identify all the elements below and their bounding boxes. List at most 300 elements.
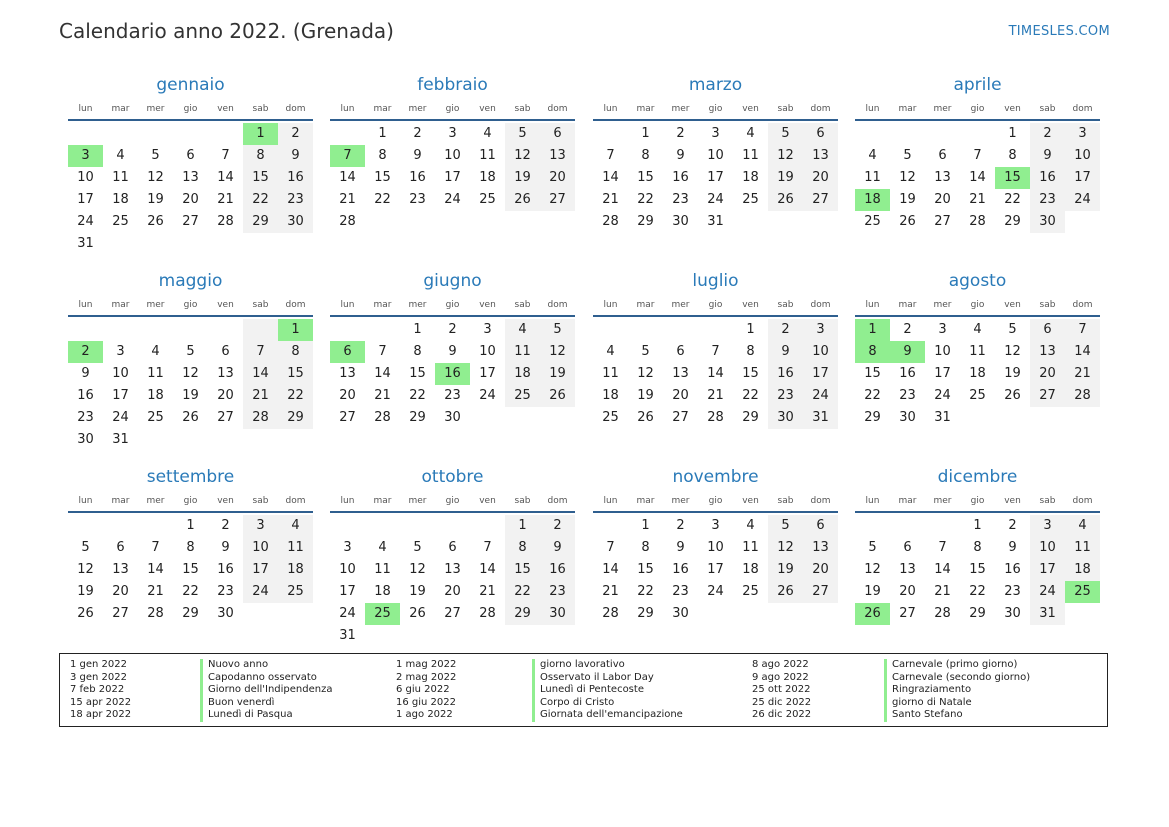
weekday-label: ven [479, 300, 496, 310]
day-cell: 21 [479, 584, 496, 599]
day-cell: 20 [217, 388, 234, 403]
weekday-label: mar [636, 496, 655, 506]
day-cell: 13 [182, 170, 199, 185]
empty-cell [540, 407, 575, 429]
day-cell: 12 [1004, 344, 1021, 359]
day-cell: 27 [934, 214, 951, 229]
day-cell: 6 [540, 123, 575, 145]
day-cell: 3 [448, 126, 457, 141]
day-cell: 24 [934, 388, 951, 403]
day-cell: 17 [707, 170, 724, 185]
site-link[interactable]: TIMESLES.COM [1008, 24, 1110, 39]
day-cell: 16 [768, 363, 803, 385]
legend-date: 3 gen 2022 [70, 671, 128, 683]
day-cell: 26 [409, 606, 426, 621]
day-cell: 8 [505, 537, 540, 559]
legend-date: 16 giu 2022 [396, 696, 456, 708]
empty-cell [505, 407, 540, 429]
day-cell: 23 [1030, 189, 1065, 211]
weekday-label: dom [1072, 496, 1093, 506]
day-cell: 31 [77, 236, 94, 251]
day-cell: 13 [803, 537, 838, 559]
holiday-day-cell: 2 [68, 341, 103, 363]
day-cell: 10 [77, 170, 94, 185]
empty-cell [593, 319, 628, 341]
weekday-label: mer [933, 300, 952, 310]
weekday-label: mer [408, 496, 427, 506]
day-cell: 18 [742, 170, 759, 185]
month-agosto [855, 270, 1100, 429]
day-cell: 29 [243, 211, 278, 233]
legend-date: 8 ago 2022 [752, 659, 809, 670]
day-cell: 27 [803, 189, 838, 211]
legend-holiday-name: Capodanno osservato [200, 672, 333, 685]
day-cell: 11 [1065, 537, 1100, 559]
day-cell: 24 [707, 192, 724, 207]
weekday-label: dom [810, 104, 831, 114]
day-cell: 4 [746, 126, 755, 141]
legend-holiday-name: Giornata dell'emancipazione [532, 709, 683, 722]
day-cell: 24 [77, 214, 94, 229]
day-cell: 6 [1030, 319, 1065, 341]
day-cell: 8 [413, 344, 422, 359]
day-cell: 19 [77, 584, 94, 599]
day-cell: 28 [602, 214, 619, 229]
day-cell: 20 [803, 559, 838, 581]
day-cell: 1 [413, 322, 422, 337]
legend-names [532, 659, 683, 722]
weekday-label: mar [636, 104, 655, 114]
day-cell: 13 [899, 562, 916, 577]
day-cell: 24 [339, 606, 356, 621]
day-cell: 15 [409, 366, 426, 381]
day-cell: 2 [221, 518, 230, 533]
day-cell: 2 [768, 319, 803, 341]
day-cell: 23 [672, 584, 689, 599]
empty-cell [138, 233, 173, 255]
weekday-label: dom [285, 300, 306, 310]
legend-date: 7 feb 2022 [70, 684, 125, 695]
day-cell: 23 [444, 388, 461, 403]
day-cell: 8 [973, 540, 982, 555]
weekday-label: mer [408, 300, 427, 310]
weekday-label: mar [111, 300, 130, 310]
day-cell: 24 [112, 410, 129, 425]
day-cell: 14 [602, 170, 619, 185]
day-cell: 6 [116, 540, 125, 555]
day-cell: 30 [1030, 211, 1065, 233]
day-cell: 16 [540, 559, 575, 581]
day-cell: 30 [444, 410, 461, 425]
day-grid [855, 515, 1100, 625]
month-name: aprile [953, 75, 1002, 95]
empty-cell [540, 625, 575, 647]
day-cell: 20 [112, 584, 129, 599]
day-cell: 4 [973, 322, 982, 337]
day-cell: 21 [1065, 363, 1100, 385]
day-cell: 4 [278, 515, 313, 537]
day-cell: 11 [374, 562, 391, 577]
day-cell: 15 [278, 363, 313, 385]
holiday-legend [59, 653, 1108, 727]
weekday-label: ven [217, 104, 234, 114]
day-cell: 6 [803, 515, 838, 537]
weekday-label: lun [340, 300, 355, 310]
day-cell: 9 [278, 145, 313, 167]
day-cell: 16 [77, 388, 94, 403]
day-cell: 11 [602, 366, 619, 381]
day-cell: 25 [147, 410, 164, 425]
day-cell: 29 [742, 410, 759, 425]
day-cell: 5 [540, 319, 575, 341]
day-cell: 5 [151, 148, 160, 163]
day-cell: 14 [147, 562, 164, 577]
weekday-header [330, 494, 575, 513]
month-febbraio [330, 74, 575, 233]
day-cell: 3 [711, 126, 720, 141]
day-cell: 25 [505, 385, 540, 407]
empty-cell [278, 429, 313, 451]
day-cell: 20 [899, 584, 916, 599]
day-cell: 6 [676, 344, 685, 359]
day-cell: 27 [540, 189, 575, 211]
weekday-label: dom [547, 300, 568, 310]
empty-cell [1065, 603, 1100, 625]
day-cell: 9 [540, 537, 575, 559]
day-cell: 11 [479, 148, 496, 163]
page-title: Calendario anno 2022. (Grenada) [59, 19, 394, 43]
day-cell: 14 [374, 366, 391, 381]
day-cell: 10 [707, 148, 724, 163]
day-cell: 23 [540, 581, 575, 603]
day-cell: 7 [711, 344, 720, 359]
day-cell: 10 [339, 562, 356, 577]
empty-cell [505, 211, 540, 233]
day-cell: 27 [803, 581, 838, 603]
day-cell: 3 [243, 515, 278, 537]
day-cell: 25 [479, 192, 496, 207]
empty-cell [173, 429, 208, 451]
empty-cell [470, 211, 505, 233]
day-cell: 16 [899, 366, 916, 381]
legend-holiday-name: Buon venerdì [200, 697, 333, 710]
day-cell: 2 [448, 322, 457, 337]
empty-cell [68, 123, 103, 145]
empty-cell [365, 319, 400, 341]
day-cell: 10 [934, 344, 951, 359]
day-cell: 29 [278, 407, 313, 429]
day-cell: 5 [186, 344, 195, 359]
legend-date: 1 mag 2022 [396, 659, 457, 670]
empty-cell [208, 123, 243, 145]
empty-cell [435, 515, 470, 537]
empty-cell [768, 603, 803, 625]
day-cell: 28 [339, 214, 356, 229]
day-cell: 10 [803, 341, 838, 363]
day-cell: 24 [243, 581, 278, 603]
legend-date: 1 gen 2022 [70, 659, 128, 670]
day-cell: 18 [1065, 559, 1100, 581]
empty-cell [365, 211, 400, 233]
day-cell: 8 [746, 344, 755, 359]
day-cell: 21 [147, 584, 164, 599]
day-cell: 21 [707, 388, 724, 403]
day-cell: 9 [1030, 145, 1065, 167]
day-cell: 14 [934, 562, 951, 577]
day-cell: 15 [505, 559, 540, 581]
weekday-label: mer [671, 496, 690, 506]
weekday-label: gio [708, 496, 723, 506]
day-cell: 27 [444, 606, 461, 621]
weekday-label: ven [742, 104, 759, 114]
day-cell: 18 [147, 388, 164, 403]
month-name: agosto [948, 271, 1007, 291]
legend-holiday-name: Carnevale (secondo giorno) [884, 672, 1030, 685]
weekday-label: gio [183, 104, 198, 114]
day-cell: 20 [672, 388, 689, 403]
day-cell: 7 [483, 540, 492, 555]
legend-holiday-name: Giorno dell'Indipendenza [200, 684, 333, 697]
day-cell: 18 [278, 559, 313, 581]
day-cell: 25 [969, 388, 986, 403]
legend-date: 18 apr 2022 [70, 709, 132, 720]
weekday-header [330, 102, 575, 121]
day-cell: 5 [868, 540, 877, 555]
day-cell: 12 [864, 562, 881, 577]
day-cell: 18 [742, 562, 759, 577]
day-cell: 15 [374, 170, 391, 185]
day-cell: 2 [903, 322, 912, 337]
day-cell: 4 [116, 148, 125, 163]
day-cell: 14 [243, 363, 278, 385]
day-cell: 9 [221, 540, 230, 555]
day-cell: 7 [606, 148, 615, 163]
empty-cell [1065, 211, 1100, 233]
day-grid [855, 319, 1100, 429]
day-cell: 22 [374, 192, 391, 207]
legend-dates [396, 659, 456, 722]
legend-date: 2 mag 2022 [396, 671, 457, 683]
month-giugno [330, 270, 575, 429]
day-cell: 2 [676, 518, 685, 533]
empty-cell [400, 515, 435, 537]
day-cell: 9 [768, 341, 803, 363]
day-cell: 20 [934, 192, 951, 207]
day-cell: 3 [711, 518, 720, 533]
day-cell: 8 [186, 540, 195, 555]
day-cell: 10 [444, 148, 461, 163]
legend-holiday-name: Ringraziamento [884, 684, 1030, 697]
day-grid [68, 515, 313, 625]
month-dicembre [855, 466, 1100, 625]
day-cell: 24 [444, 192, 461, 207]
day-cell: 11 [742, 148, 759, 163]
empty-cell [173, 319, 208, 341]
legend-dates [752, 659, 811, 722]
day-cell: 26 [182, 410, 199, 425]
day-cell: 7 [151, 540, 160, 555]
weekday-label: gio [708, 104, 723, 114]
day-cell: 3 [1030, 515, 1065, 537]
day-cell: 19 [768, 559, 803, 581]
day-cell: 17 [112, 388, 129, 403]
day-cell: 13 [672, 366, 689, 381]
day-cell: 12 [505, 145, 540, 167]
day-cell: 2 [413, 126, 422, 141]
month-gennaio [68, 74, 313, 255]
day-cell: 18 [969, 366, 986, 381]
weekday-header [68, 102, 313, 121]
day-cell: 31 [934, 410, 951, 425]
weekday-label: mar [898, 104, 917, 114]
empty-cell [208, 233, 243, 255]
day-cell: 27 [217, 410, 234, 425]
day-cell: 28 [479, 606, 496, 621]
weekday-label: gio [183, 496, 198, 506]
day-cell: 7 [243, 341, 278, 363]
day-cell: 9 [448, 344, 457, 359]
day-cell: 1 [378, 126, 387, 141]
day-cell: 8 [641, 540, 650, 555]
empty-cell [138, 319, 173, 341]
day-cell: 5 [413, 540, 422, 555]
month-name: dicembre [937, 467, 1018, 487]
day-cell: 28 [243, 407, 278, 429]
day-cell: 4 [1065, 515, 1100, 537]
weekday-label: lun [865, 300, 880, 310]
day-grid [855, 123, 1100, 233]
weekday-label: ven [1004, 496, 1021, 506]
day-cell: 24 [707, 584, 724, 599]
weekday-header [855, 298, 1100, 317]
holiday-day-cell: 25 [365, 603, 400, 625]
empty-cell [103, 123, 138, 145]
day-cell: 6 [938, 148, 947, 163]
empty-cell [663, 319, 698, 341]
weekday-label: ven [1004, 104, 1021, 114]
day-cell: 10 [707, 540, 724, 555]
day-grid [330, 123, 575, 233]
legend-date: 25 ott 2022 [752, 684, 811, 695]
day-cell: 31 [112, 432, 129, 447]
weekday-label: lun [340, 104, 355, 114]
empty-cell [278, 603, 313, 625]
day-cell: 25 [278, 581, 313, 603]
day-cell: 12 [899, 170, 916, 185]
day-cell: 19 [768, 167, 803, 189]
day-cell: 26 [77, 606, 94, 621]
day-cell: 8 [1008, 148, 1017, 163]
day-grid [330, 319, 575, 429]
day-cell: 15 [182, 562, 199, 577]
weekday-label: sab [777, 496, 794, 506]
weekday-label: mar [373, 300, 392, 310]
weekday-label: lun [603, 104, 618, 114]
weekday-label: ven [217, 300, 234, 310]
day-cell: 20 [803, 167, 838, 189]
weekday-label: gio [445, 300, 460, 310]
empty-cell [330, 123, 365, 145]
empty-cell [243, 319, 278, 341]
day-cell: 27 [672, 410, 689, 425]
day-cell: 25 [864, 214, 881, 229]
holiday-day-cell: 7 [330, 145, 365, 167]
weekday-label: mar [898, 496, 917, 506]
day-cell: 22 [505, 581, 540, 603]
weekday-label: lun [865, 496, 880, 506]
day-cell: 21 [602, 584, 619, 599]
weekday-label: mar [373, 496, 392, 506]
day-cell: 15 [742, 366, 759, 381]
day-cell: 4 [746, 518, 755, 533]
day-cell: 28 [217, 214, 234, 229]
day-grid [593, 123, 838, 233]
day-cell: 28 [969, 214, 986, 229]
day-cell: 19 [899, 192, 916, 207]
legend-holiday-name: Corpo di Cristo [532, 697, 683, 710]
month-name: novembre [672, 467, 759, 487]
day-cell: 2 [1030, 123, 1065, 145]
day-cell: 27 [1030, 385, 1065, 407]
day-cell: 3 [1065, 123, 1100, 145]
day-cell: 19 [505, 167, 540, 189]
day-cell: 14 [1065, 341, 1100, 363]
day-cell: 11 [112, 170, 129, 185]
day-cell: 11 [969, 344, 986, 359]
day-cell: 12 [768, 537, 803, 559]
weekday-label: mer [146, 104, 165, 114]
day-cell: 14 [339, 170, 356, 185]
day-cell: 21 [243, 385, 278, 407]
weekday-label: sab [1039, 496, 1056, 506]
day-cell: 29 [1004, 214, 1021, 229]
empty-cell [365, 515, 400, 537]
day-cell: 15 [969, 562, 986, 577]
legend-date: 26 dic 2022 [752, 709, 812, 720]
legend-dates [70, 659, 131, 722]
empty-cell [890, 515, 925, 537]
day-cell: 5 [768, 515, 803, 537]
day-cell: 13 [217, 366, 234, 381]
day-cell: 15 [864, 366, 881, 381]
day-cell: 20 [182, 192, 199, 207]
weekday-label: ven [479, 104, 496, 114]
empty-cell [435, 625, 470, 647]
legend-holiday-name: Lunedì di Pentecoste [532, 684, 683, 697]
day-cell: 1 [641, 518, 650, 533]
day-cell: 3 [938, 322, 947, 337]
day-cell: 9 [413, 148, 422, 163]
legend-holiday-name: Santo Stefano [884, 709, 1030, 722]
day-cell: 21 [374, 388, 391, 403]
holiday-day-cell: 25 [1065, 581, 1100, 603]
day-cell: 27 [899, 606, 916, 621]
holiday-day-cell: 1 [278, 319, 313, 341]
empty-cell [855, 123, 890, 145]
empty-cell [173, 233, 208, 255]
day-cell: 18 [479, 170, 496, 185]
holiday-day-cell: 26 [855, 603, 890, 625]
day-cell: 31 [1030, 603, 1065, 625]
weekday-label: mer [671, 300, 690, 310]
holiday-day-cell: 3 [68, 145, 103, 167]
weekday-label: mer [933, 104, 952, 114]
empty-cell [733, 603, 768, 625]
day-cell: 22 [409, 388, 426, 403]
day-cell: 6 [186, 148, 195, 163]
day-cell: 16 [278, 167, 313, 189]
day-cell: 13 [339, 366, 356, 381]
